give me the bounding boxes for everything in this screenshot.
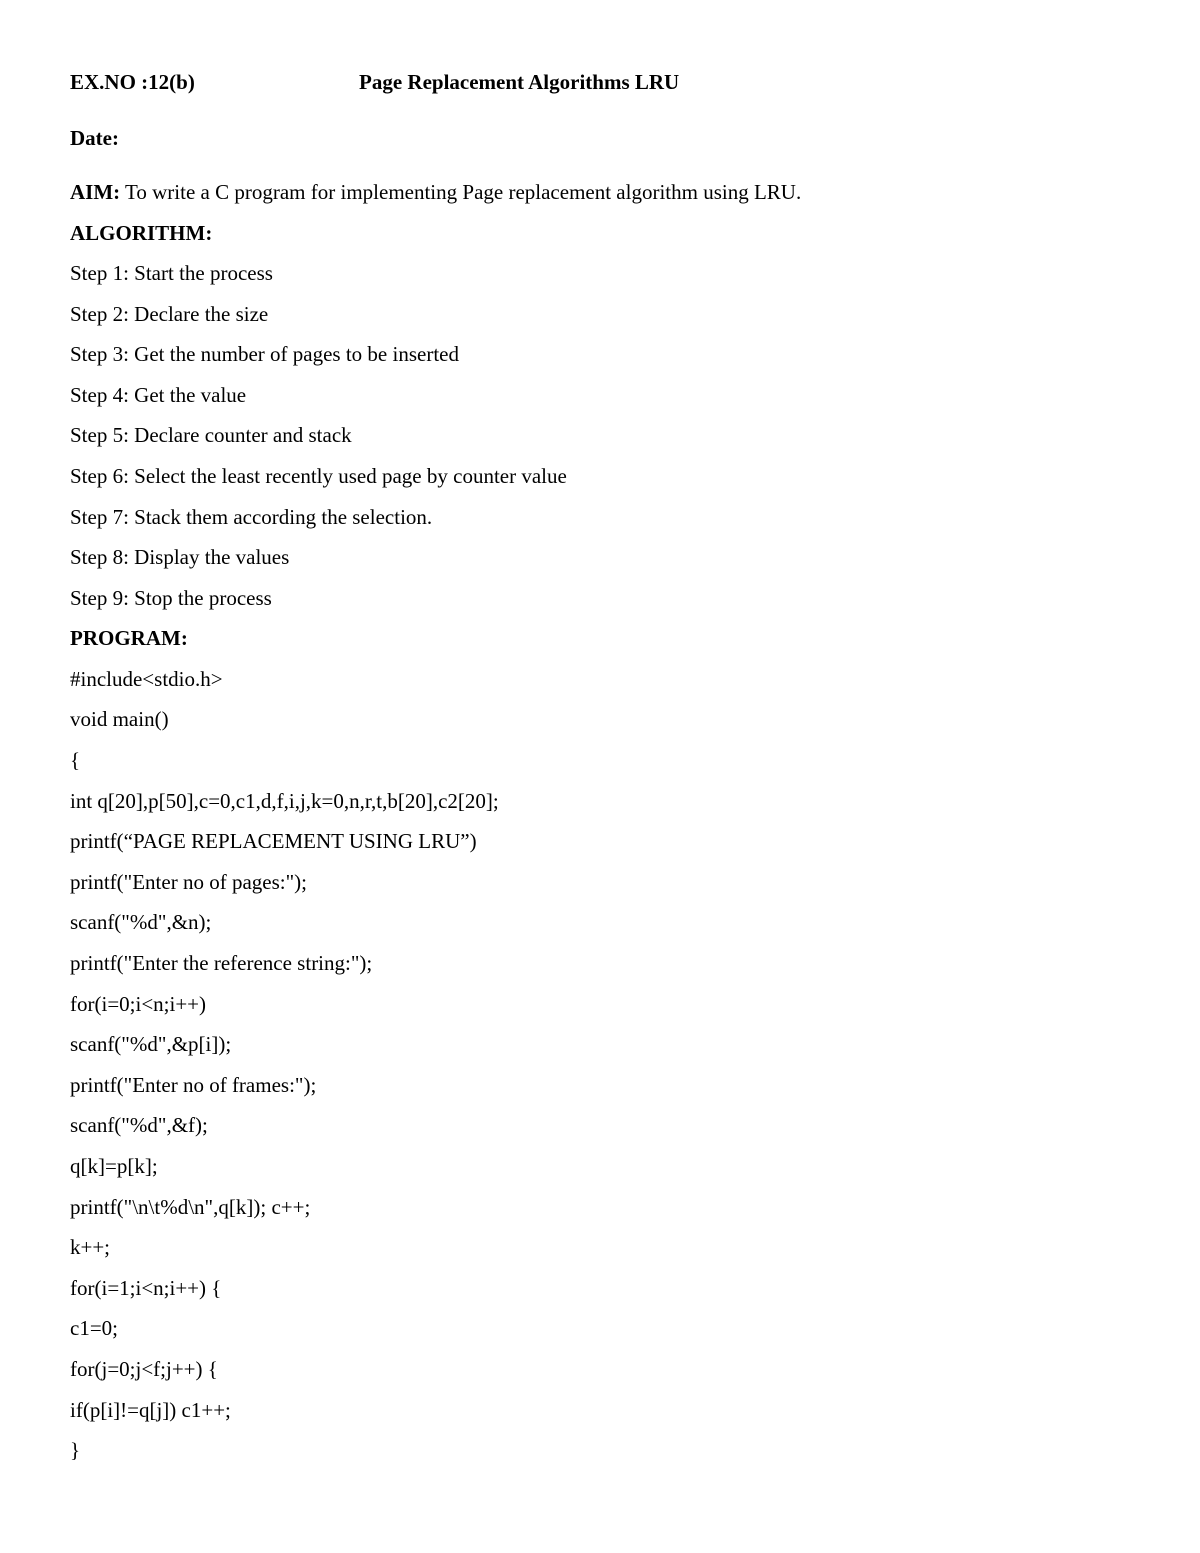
document-title: Page Replacement Algorithms LRU <box>359 70 680 94</box>
exercise-number: EX.NO :12(b) <box>70 70 195 94</box>
program-heading: PROGRAM: <box>70 626 188 650</box>
algorithm-step: Step 7: Stack them according the selection. <box>70 505 433 529</box>
code-line: printf("\n\t%d\n",q[k]); c++; <box>70 1195 311 1219</box>
code-line: printf("Enter no of frames:"); <box>70 1073 317 1097</box>
code-line: scanf("%d",&p[i]); <box>70 1032 232 1056</box>
code-line: for(j=0;j<f;j++) { <box>70 1357 218 1381</box>
aim-paragraph <box>70 180 801 205</box>
code-line: scanf("%d",&f); <box>70 1113 208 1137</box>
code-line: for(i=0;i<n;i++) <box>70 992 207 1016</box>
algorithm-step: Step 8: Display the values <box>70 545 290 569</box>
code-line: scanf("%d",&n); <box>70 910 212 934</box>
document-header <box>70 70 1130 100</box>
code-line: { <box>70 748 81 772</box>
algorithm-step: Step 5: Declare counter and stack <box>70 423 352 447</box>
code-line: } <box>70 1438 81 1462</box>
code-line: int q[20],p[50],c=0,c1,d,f,i,j,k=0,n,r,t,b[20],c2[20]; <box>70 789 499 813</box>
algorithm-step: Step 4: Get the value <box>70 383 247 407</box>
code-line: printf("Enter no of pages:"); <box>70 870 307 894</box>
algorithm-step: Step 3: Get the number of pages to be inserted <box>70 342 459 366</box>
algorithm-step: Step 6: Select the least recently used page by counter value <box>70 464 567 488</box>
algorithm-step: Step 2: Declare the size <box>70 302 269 326</box>
code-line: for(i=1;i<n;i++) { <box>70 1276 222 1300</box>
date-label: Date: <box>70 126 119 150</box>
code-line: void main() <box>70 707 169 731</box>
code-line: if(p[i]!=q[j]) c1++; <box>70 1398 231 1422</box>
code-line: k++; <box>70 1235 111 1259</box>
algorithm-heading: ALGORITHM: <box>70 221 213 245</box>
algorithm-step: Step 1: Start the process <box>70 261 273 285</box>
aim-text: To write a C program for implementing Page replacement algorithm using LRU. <box>120 180 802 204</box>
aim-label: AIM: <box>70 180 121 204</box>
code-line: c1=0; <box>70 1316 118 1340</box>
code-line: printf(“PAGE REPLACEMENT USING LRU”) <box>70 829 477 853</box>
code-line: q[k]=p[k]; <box>70 1154 158 1178</box>
code-line: #include<stdio.h> <box>70 667 223 691</box>
algorithm-step: Step 9: Stop the process <box>70 586 272 610</box>
code-line: printf("Enter the reference string:"); <box>70 951 373 975</box>
